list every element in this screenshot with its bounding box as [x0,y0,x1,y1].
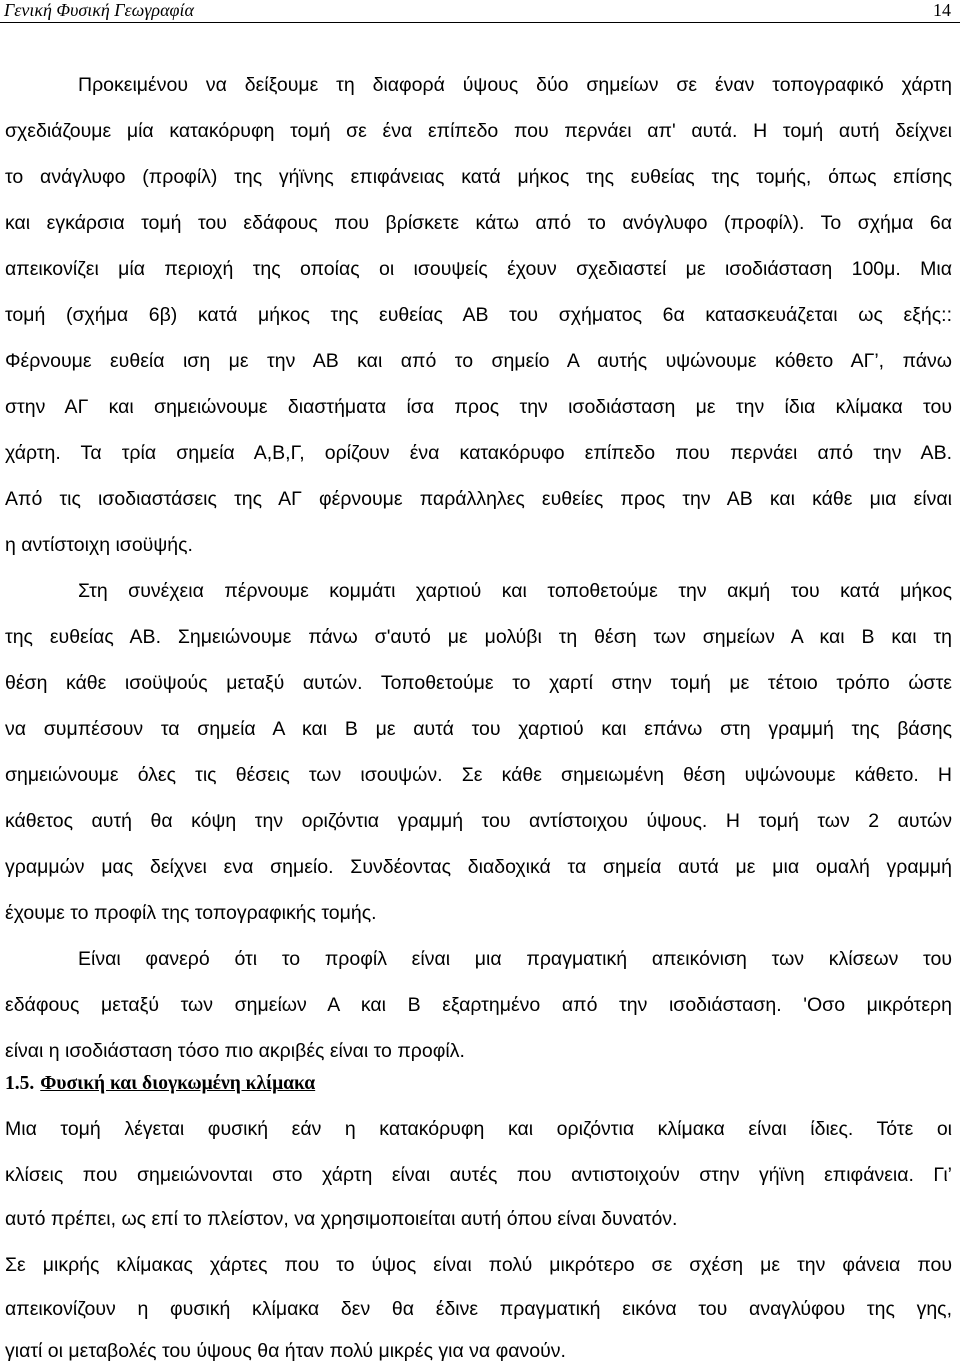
text-line: έχουμε το προφίλ της τοπογραφικής τομής. [5,902,377,924]
text-line: είναι η ισοδιάσταση τόσο πιο ακριβές είναι το προφίλ. [5,1040,465,1062]
text-line: Είναι φανερό ότι το προφίλ είναι μια πραγματική απεικόνιση των κλίσεων του [78,948,952,970]
text-line: αυτό πρέπει, ως επί το πλείστον, να χρησιμοποιείται αυτή όπου είναι δυνατόν. [5,1208,678,1230]
text-line: σημειώνουμε όλες τις θέσεις των ισουψών. Σε κάθε σημειωμένη θέση υψώνουμε κάθετο. Η [5,764,952,786]
text-line: τομή (σχήμα 6β) κατά μήκος της ευθείας ΑΒ του σχήματος 6α κατασκευάζεται ως εξής:: [5,304,952,326]
text-line: Σε μικρής κλίμακας χάρτες που το ύψος είναι πολύ μικρότερο σε σχέση με την φάνεια που [5,1254,952,1276]
text-line: Φέρνουμε ευθεία ιση με την ΑΒ και από το σημείο Α αυτής υψώνουμε κόθετο ΑΓ’, πάνω [5,350,952,372]
text-line: εδάφους μεταξύ των σημείων Α και Β εξαρτημένο από την ισοδιάσταση. 'Οσο μικρότερη [5,994,952,1016]
text-line: απεικονίζουν η φυσική κλίμακα δεν θα έδινε πραγματική εικόνα του αναγλύφου της γης, [5,1298,952,1320]
section-heading [5,1072,315,1096]
page-number: 14 [933,0,951,20]
text-line: γιατί οι μεταβολές του ύψους θα ήταν πολύ μικρές για να φανούν. [5,1340,566,1362]
text-line: Προκειμένου να δείξουμε τη διαφορά ύψους δύο σημείων σε έναν τοπογραφικό χάρτη [78,74,952,96]
text-line: απεικονίζει μία περιοχή της οποίας οι ισουψείς έχουν σχεδιαστεί με ισοδιάσταση 100μ. Μια [5,258,952,280]
text-line: θέση κάθε ισοϋψούς μεταξύ αυτών. Τοποθετούμε το χαρτί στην τομή με τέτοιο τρόπο ώστε [5,672,952,694]
section-title: Φυσική και διογκωμένη κλίμακα [40,1073,316,1094]
text-line: κλίσεις που σημειώνονται στο χάρτη είναι αυτές που αντιστοιχούν στην γήϊνη επιφάνεια. Γι’ [5,1164,952,1186]
text-line: να συμπέσουν τα σημεία Α και Β με αυτά του χαρτιού και επάνω στη γραμμή της βάσης [5,718,952,740]
text-line: της ευθείας ΑΒ. Σημειώνουμε πάνω σ'αυτό με μολύβι τη θέση των σημείων Α και Β και τη [5,626,952,648]
text-line: και εγκάρσια τομή του εδάφους που βρίσκετε κάτω από το ανόγλυφο (προφίλ). Το σχήμα 6α [5,212,952,234]
text-line: σχεδιάζουμε μία κατακόρυφη τομή σε ένα επίπεδο που περνάει απ' αυτά. Η τομή αυτή δείχνει [5,120,952,142]
text-line: γραμμών μας δείχνει ενα σημείο. Συνδέοντας διαδοχικά τα σημεία αυτά με μια ομαλή γραμμή [5,856,952,878]
text-line: Από τις ισοδιαστάσεις της ΑΓ φέρνουμε παράλληλες ευθείες προς την ΑΒ και κάθε μια είναι [5,488,952,510]
section-number: 1.5. [5,1073,35,1094]
running-title: Γενική Φυσική Γεωγραφία [4,0,194,20]
text-line: στην ΑΓ και σημειώνουμε διαστήματα ίσα προς την ισοδιάσταση με την ίδια κλίμακα του [5,396,952,418]
text-line: το ανάγλυφο (προφίλ) της γήϊνης επιφάνειας κατά μήκος της ευθείας της τομής, όπως επίσης [5,166,952,188]
text-line: Στη συνέχεια πέρνουμε κομμάτι χαρτιού και τοποθετούμε την ακμή του κατά μήκος [78,580,952,602]
text-line: κάθετος αυτή θα κόψη την οριζόντια γραμμή του αντίστοιχου ύψους. Η τομή των 2 αυτών [5,810,952,832]
text-line: η αντίστοιχη ισοϋψής. [5,534,193,556]
text-line: Μια τομή λέγεται φυσική εάν η κατακόρυφη και οριζόντια κλίμακα είναι ίδιες. Τότε οι [5,1118,952,1140]
text-line: χάρτη. Τα τρία σημεία Α,Β,Γ, ορίζουν ένα κατακόρυφο επίπεδο που περνάει από την ΑΒ. [5,442,952,464]
